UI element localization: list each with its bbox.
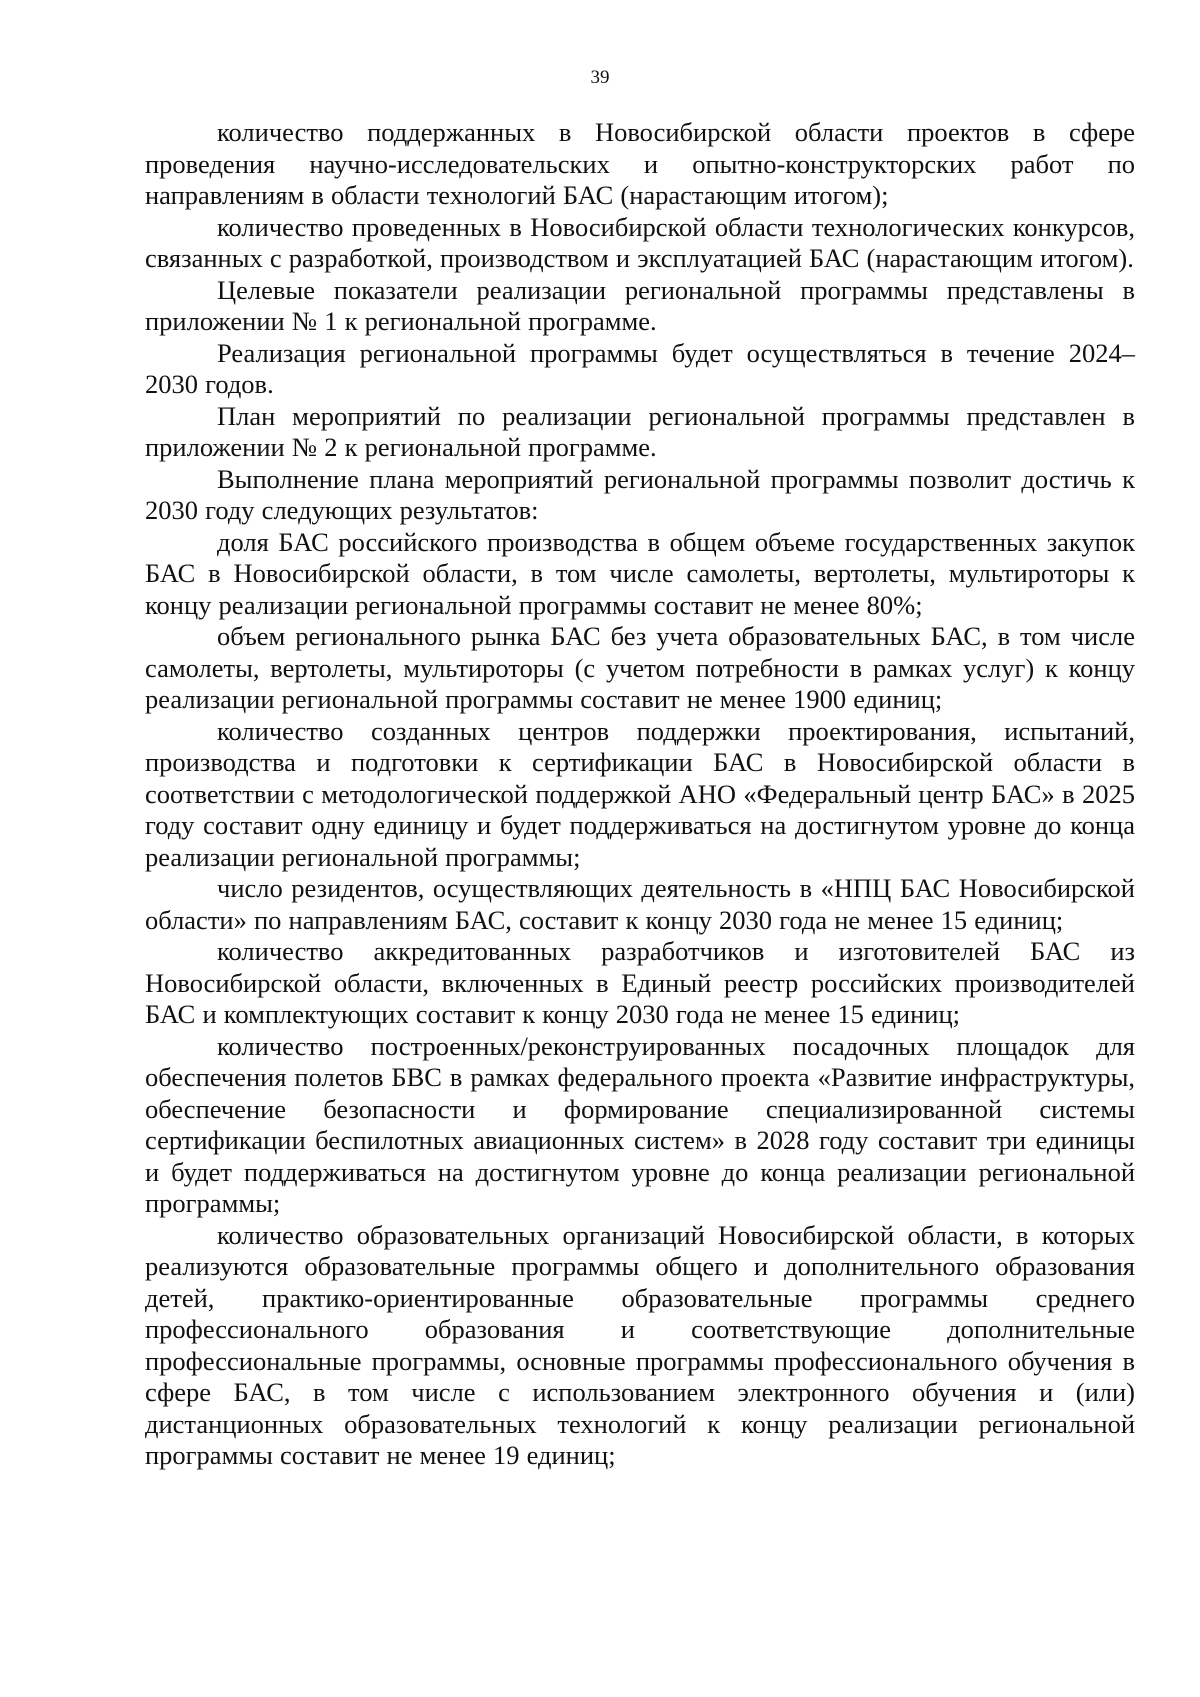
- paragraph-support-centers-count: количество созданных центров поддержки проектирования, испытаний, производства и подготовки к сертификации БАС в Новосибирской области в соответствии с методологической поддержкой АНО «Федеральный центр БАС» в 2025 году составит одну единицу и будет поддерживаться на достигнутом уровне до конца реализации региональной программы;: [145, 715, 1135, 872]
- paragraph-implementation-period: Реализация региональной программы будет осуществляться в течение 2024–2030 годов.: [145, 337, 1135, 399]
- document-body: [145, 117, 1135, 1472]
- paragraph-residents-count: число резидентов, осуществляющих деятельность в «НПЦ БАС Новосибирской области» по направлениям БАС, составит к концу 2030 года не менее 15 единиц;: [145, 873, 1135, 935]
- paragraph-educational-organizations: количество образовательных организаций Новосибирской области, в которых реализуются образовательные программы общего и дополнительного образования детей, практико-ориентированные образовательные программы среднего профессионального образования и соответствующие дополнительные профессиональные программы, основные программы профессионального обучения в сфере БАС, в том числе с использованием электронного обучения и (или) дистанционных образовательных технологий к концу реализации региональной программы составит не менее 19 единиц;: [145, 1219, 1135, 1470]
- page-number: 39: [590, 67, 610, 88]
- paragraph-accredited-developers: количество аккредитованных разработчиков и изготовителей БАС из Новосибирской области, включенных в Единый реестр российских производителей БАС и комплектующих составит к концу 2030 года не менее 15 единиц;: [145, 936, 1135, 1029]
- paragraph-expected-results-intro: Выполнение плана мероприятий региональной программы позволит достичь к 2030 году следующих результатов:: [145, 463, 1135, 525]
- paragraph-tech-contests-count: количество проведенных в Новосибирской области технологических конкурсов, связанных с разработкой, производством и эксплуатацией БАС (нарастающим итогом).: [145, 211, 1135, 273]
- paragraph-target-indicators: Целевые показатели реализации региональной программы представлены в приложении № 1 к региональной программе.: [145, 274, 1135, 336]
- paragraph-action-plan: План мероприятий по реализации региональной программы представлен в приложении № 2 к региональной программе.: [145, 400, 1135, 462]
- paragraph-rnd-projects-count: количество поддержанных в Новосибирской области проектов в сфере проведения научно-исследовательских и опытно-конструкторских работ по направлениям в области технологий БАС (нарастающим итогом);: [145, 117, 1135, 210]
- paragraph-russian-uas-share: доля БАС российского производства в общем объеме государственных закупок БАС в Новосибирской области, в том числе самолеты, вертолеты, мультироторы к концу реализации региональной программы составит не менее 80%;: [145, 526, 1135, 620]
- paragraph-regional-market-volume: объем регионального рынка БАС без учета образовательных БАС, в том числе самолеты, вертолеты, мультироторы (с учетом потребности в рамках услуг) к концу реализации региональной программы составит не менее 1900 единиц;: [145, 621, 1135, 714]
- paragraph-landing-sites-count: количество построенных/реконструированных посадочных площадок для обеспечения полетов БВС в рамках федерального проекта «Развитие инфраструктуры, обеспечение безопасности и формирование специализированной системы сертификации беспилотных авиационных систем» в 2028 году составит три единицы и будет поддерживаться на достигнутом уровне до конца реализации региональной программы;: [145, 1030, 1135, 1218]
